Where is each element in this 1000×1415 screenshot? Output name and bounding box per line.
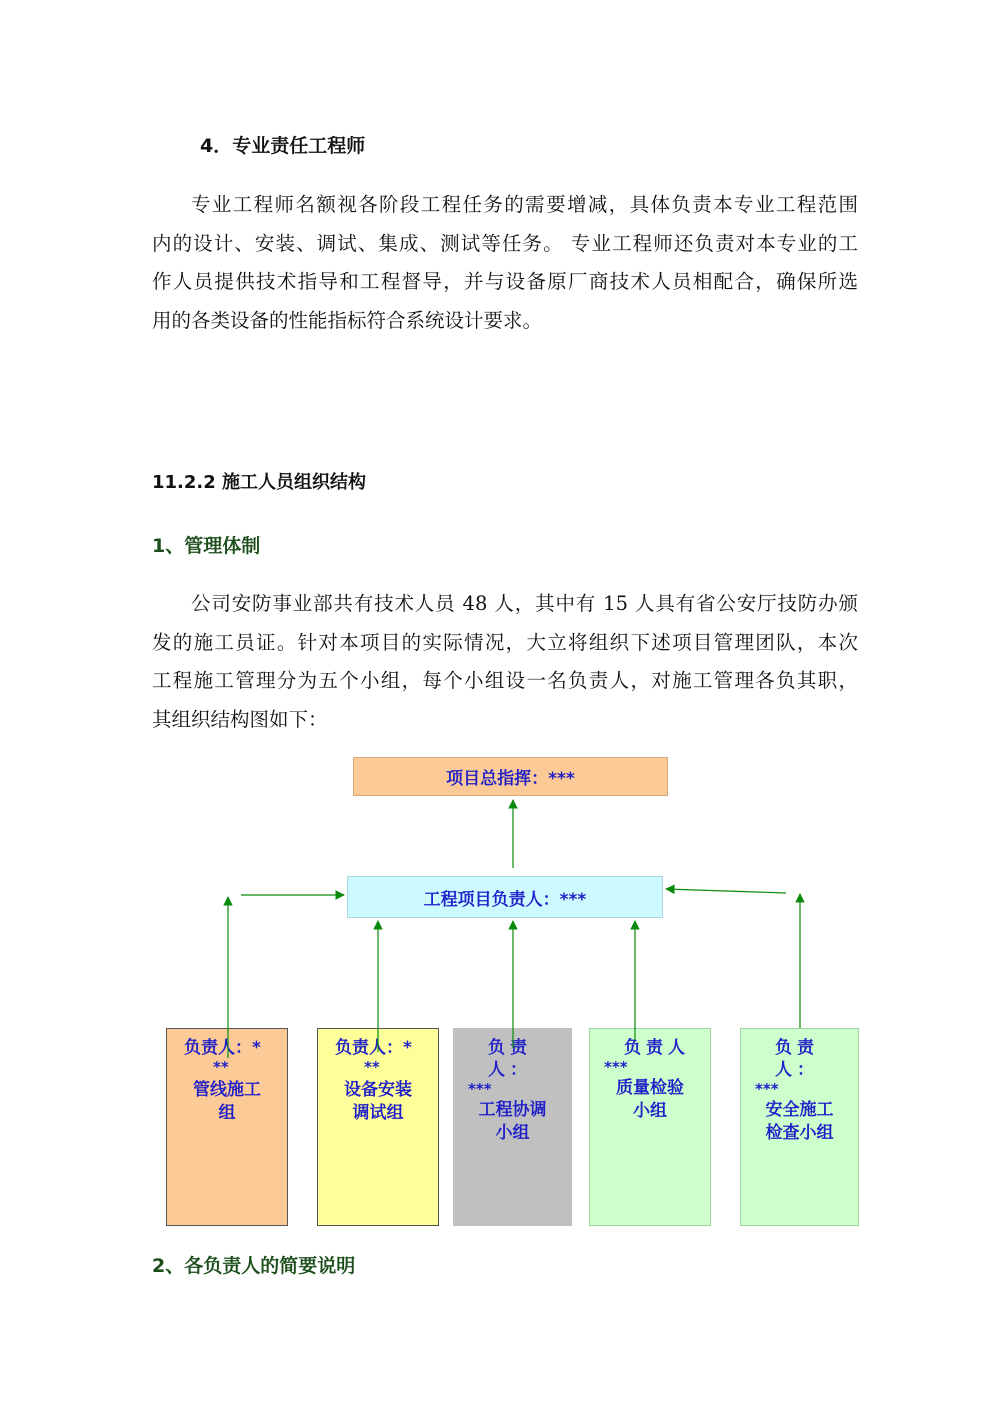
group-name-line: 安全施工 <box>765 1100 834 1120</box>
org-node-pipeline-group <box>166 1028 288 1226</box>
text-line: 发的施工员证。针对本项目的实际情况，大立将组织下述项目管理团队，本次 <box>152 630 858 654</box>
group-leader-name: *** <box>755 1080 779 1098</box>
text-line: 其组织结构图如下： <box>152 707 328 731</box>
group-leader-name: ** <box>213 1058 229 1076</box>
group-name-line: 组 <box>218 1103 236 1123</box>
group-name-line: 小组 <box>633 1101 667 1121</box>
text-line: 公司安防事业部共有技术人员 48 人，其中有 15 人具有省公安厅技防办颁 <box>191 592 858 615</box>
text-line: 内的设计、安装、调试、集成、测试等任务。 专业工程师还负责对本专业的工 <box>152 231 858 255</box>
text-line: 专业工程师名额视各阶段工程任务的需要增减，具体负责本专业工程范围 <box>191 193 858 216</box>
group-name-line: 质量检验 <box>616 1078 684 1098</box>
org-node-install-group <box>317 1028 439 1226</box>
org-node-project-director: 项目总指挥：*** <box>353 757 668 796</box>
org-node-quality-group <box>589 1028 711 1226</box>
org-node-coordination-group <box>453 1028 572 1226</box>
group-name-line: 检查小组 <box>765 1123 834 1143</box>
text-line: 用的各类设备的性能指标符合系统设计要求。 <box>152 308 543 332</box>
subheading-management-system: 1、管理体制 <box>152 535 261 557</box>
group-leader-label: 负责人： <box>488 1038 532 1080</box>
paragraph-management <box>152 585 858 739</box>
group-leader-name: *** <box>604 1058 628 1076</box>
group-name-line: 调试组 <box>352 1103 404 1123</box>
text-line: 作人员提供技术指导和工程督导，并与设备原厂商技术人员相配合，确保所选 <box>152 270 858 293</box>
text-line: 工程施工管理分为五个小组，每个小组设一名负责人，对施工管理各负其职， <box>152 669 858 692</box>
group-name-line: 工程协调 <box>478 1100 547 1120</box>
group-leader-label: 负责人： <box>775 1038 819 1080</box>
org-node-project-manager: 工程项目负责人：*** <box>347 876 663 918</box>
group-leader-name: ** <box>364 1058 380 1076</box>
group-leader-label: 负责人 <box>624 1038 690 1058</box>
group-leader-name: *** <box>468 1080 492 1098</box>
subheading-leader-descriptions: 2、各负责人的简要说明 <box>152 1255 356 1277</box>
paragraph-engineer-duties <box>152 186 858 340</box>
group-name-line: 管线施工 <box>193 1080 261 1100</box>
group-leader-label: 负责人：* <box>335 1038 412 1058</box>
group-name-line: 设备安装 <box>344 1080 412 1100</box>
section-title-org-structure: 11.2.2 施工人员组织结构 <box>152 472 367 493</box>
heading-professional-engineer: 4．专业责任工程师 <box>200 135 366 157</box>
group-leader-label: 负责人：* <box>184 1038 261 1058</box>
group-name-line: 小组 <box>495 1123 530 1143</box>
org-node-safety-group <box>740 1028 859 1226</box>
connector-arrow <box>666 889 786 893</box>
